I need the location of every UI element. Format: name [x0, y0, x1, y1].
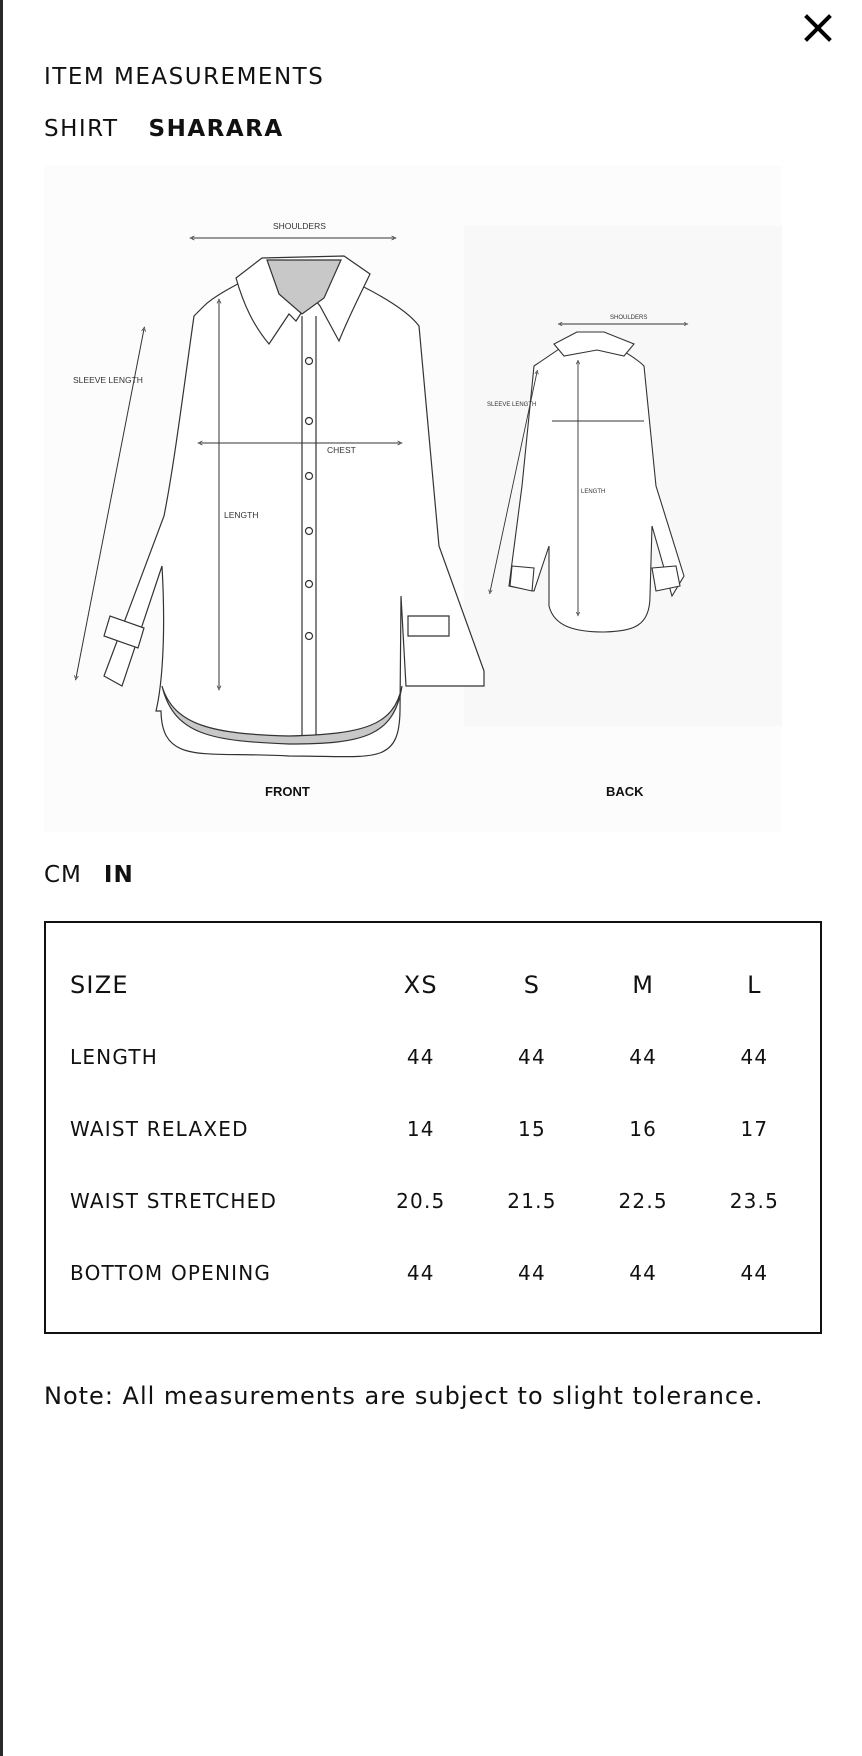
table-header-row: [70, 949, 810, 1021]
front-chest-label: CHEST: [327, 445, 356, 455]
tab-shirt[interactable]: SHIRT: [44, 116, 119, 142]
table-cell: 44: [518, 1261, 546, 1285]
front-shoulders-label: SHOULDERS: [273, 221, 326, 231]
unit-toggle: [44, 862, 134, 888]
back-sleeve-length-label: SLEEVE LENGTH: [487, 402, 537, 408]
modal-title: ITEM MEASUREMENTS: [44, 64, 325, 90]
table-cell: 14: [406, 1117, 435, 1141]
back-shoulders-label: SHOULDERS: [610, 315, 648, 321]
front-sleeve-length-label: SLEEVE LENGTH: [73, 375, 143, 385]
table-cell: 22.5: [618, 1189, 668, 1213]
tab-sharara[interactable]: SHARARA: [148, 116, 284, 142]
size-header: SIZE: [70, 971, 129, 999]
table-row: [70, 1237, 810, 1309]
size-m-header: M: [632, 971, 655, 999]
table-cell: 17: [740, 1117, 769, 1141]
table-cell: 20.5: [396, 1189, 446, 1213]
table-cell: 44: [740, 1045, 769, 1069]
unit-in[interactable]: IN: [103, 862, 134, 888]
table-cell: 44: [518, 1045, 546, 1069]
back-label: BACK: [606, 784, 644, 799]
table-cell: 44: [406, 1261, 435, 1285]
close-icon: [798, 8, 838, 48]
size-s-header: S: [523, 971, 541, 999]
shirt-diagram-image: [44, 166, 782, 832]
table-cell: 21.5: [507, 1189, 557, 1213]
tolerance-note: Note: All measurements are subject to slight tolerance.: [44, 1382, 764, 1410]
close-button[interactable]: [798, 8, 838, 48]
size-table: [70, 949, 810, 1309]
front-label: FRONT: [265, 784, 310, 799]
table-row: [70, 1093, 810, 1165]
left-border: [0, 0, 3, 1756]
row-label: WAIST RELAXED: [70, 1117, 249, 1141]
size-l-header: L: [747, 971, 762, 999]
front-length-label: LENGTH: [224, 510, 259, 520]
table-cell: 23.5: [729, 1189, 780, 1213]
product-tabs: [44, 116, 284, 142]
table-cell: 44: [629, 1261, 658, 1285]
table-cell: 44: [740, 1261, 769, 1285]
row-label: BOTTOM OPENING: [70, 1261, 272, 1285]
table-row: [70, 1021, 810, 1093]
size-chart: [44, 921, 822, 1334]
table-cell: 16: [629, 1117, 658, 1141]
table-cell: 44: [629, 1045, 658, 1069]
back-length-label: LENGTH: [581, 489, 606, 495]
table-cell: 44: [406, 1045, 435, 1069]
size-xs-header: XS: [403, 971, 438, 999]
table-row: [70, 1165, 810, 1237]
table-cell: 15: [518, 1117, 546, 1141]
unit-cm[interactable]: CM: [44, 862, 82, 888]
measurement-diagram: [44, 166, 782, 832]
row-label: WAIST STRETCHED: [70, 1189, 278, 1213]
row-label: LENGTH: [70, 1045, 158, 1069]
